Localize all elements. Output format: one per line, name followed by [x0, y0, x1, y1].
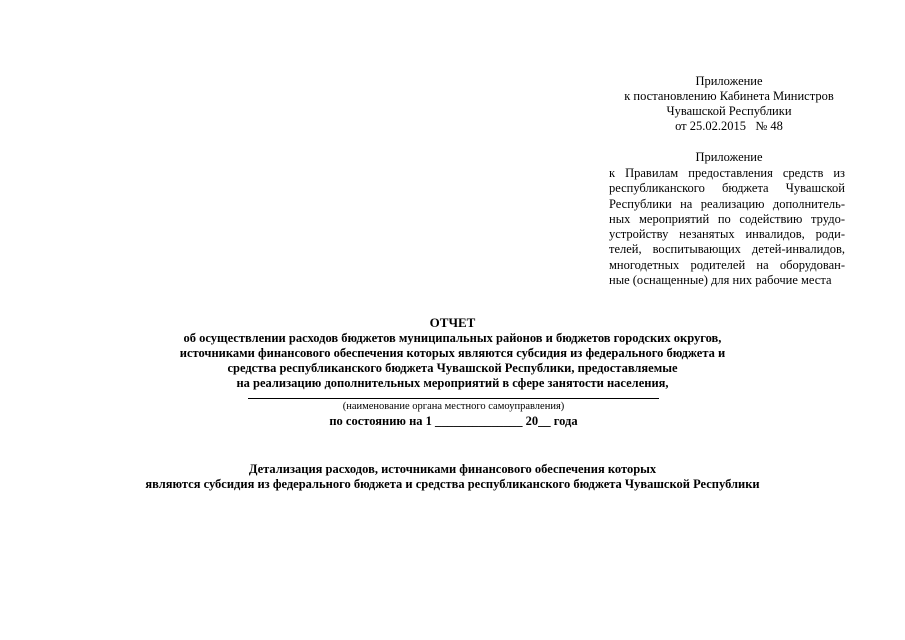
appendix-rules-line: республиканского бюджета Чувашской [609, 181, 845, 196]
appendix-rules-block [609, 166, 845, 288]
detail-heading-line: Детализация расходов, источниками финансового обеспечения которых [248, 462, 657, 476]
appendix-rules-line: к Правилам предоставления средств из [609, 166, 845, 180]
report-subtitle-line: источниками финансового обеспечения которых являются субсидия из федерального бюджета и [179, 346, 726, 360]
org-name-underline [248, 398, 659, 399]
appendix-rules-label: Приложение [695, 150, 763, 164]
appendix-rules-line: телей, воспитывающих детей-инвалидов, [609, 242, 845, 257]
report-subtitle-line: на реализацию дополнительных мероприятий в сфере занятости населения, [236, 376, 669, 390]
appendix-rules-line: многодетных родителей на оборудован- [609, 257, 845, 272]
report-header [100, 315, 805, 391]
detail-heading-line: являются субсидия из федерального бюджета и средства республиканского бюджета Чувашской Республики [145, 477, 760, 491]
org-name-caption: (наименование органа местного самоуправления) [342, 401, 565, 412]
appendix-rules-line: Республики на реализацию дополнитель- [609, 196, 845, 211]
appendix-resolution-ref: к постановлению Кабинета Министров [624, 89, 834, 103]
report-subtitle-line: об осуществлении расходов бюджетов муниципальных районов и бюджетов городских округов, [183, 331, 722, 345]
appendix-rules-line: ных мероприятий по содействию трудо- [609, 211, 845, 226]
appendix-rules-line: ные (оснащенные) для них рабочие места [609, 273, 832, 288]
appendix-resolution-label: Приложение [695, 74, 763, 88]
appendix-resolution-block [600, 74, 858, 134]
appendix-resolution-date: от 25.02.2015 № 48 [675, 119, 783, 133]
detail-heading [60, 462, 845, 492]
appendix-rules-line: устройству незанятых инвалидов, роди- [609, 227, 845, 242]
report-as-of-date: по состоянию на 1 ______________ 20__ года [329, 414, 578, 428]
appendix-resolution-republic: Чувашской Республики [666, 104, 792, 118]
report-title: ОТЧЕТ [429, 315, 476, 330]
report-subtitle-line: средства республиканского бюджета Чувашской Республики, предоставляемые [227, 361, 678, 375]
